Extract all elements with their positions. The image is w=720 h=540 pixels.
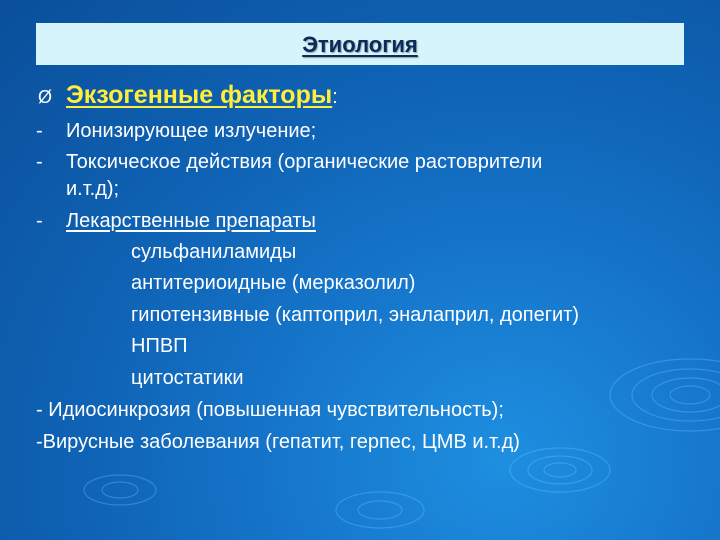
list-item-toxic: Токсическое действия (органические растоврители (66, 151, 543, 173)
section-heading (66, 81, 338, 110)
list-item-drugs: Лекарственные препараты (66, 210, 316, 232)
dash-bullet-3: - (36, 210, 43, 232)
drug-antithyroid: антитериоидные (мерказолил) (131, 272, 416, 294)
heading-colon: : (332, 86, 338, 108)
list-item-idiosyncrasy: - Идиосинкрозия (повышенная чувствительность); (36, 399, 504, 421)
list-item-toxic-continued: и.т.д); (66, 178, 120, 200)
drug-cytostatics: цитостатики (131, 367, 244, 389)
dash-bullet-2: - (36, 151, 43, 173)
title-bar (36, 23, 684, 65)
page-title: Этиология (302, 32, 418, 57)
list-item-viral: -Вирусные заболевания (гепатит, герпес, ЦМВ и.т.д) (36, 431, 520, 453)
dash-bullet-1: - (36, 120, 43, 142)
list-item-radiation: Ионизирующее излучение; (66, 120, 317, 142)
drug-sulfonamides: сульфаниламиды (131, 241, 297, 263)
arrow-bullet-icon: Ø (38, 87, 53, 107)
heading-text: Экзогенные факторы (66, 81, 333, 109)
drug-antihypertensive: гипотензивные (каптоприл, эналаприл, допегит) (131, 304, 580, 326)
drug-nsaid: НПВП (131, 335, 188, 357)
